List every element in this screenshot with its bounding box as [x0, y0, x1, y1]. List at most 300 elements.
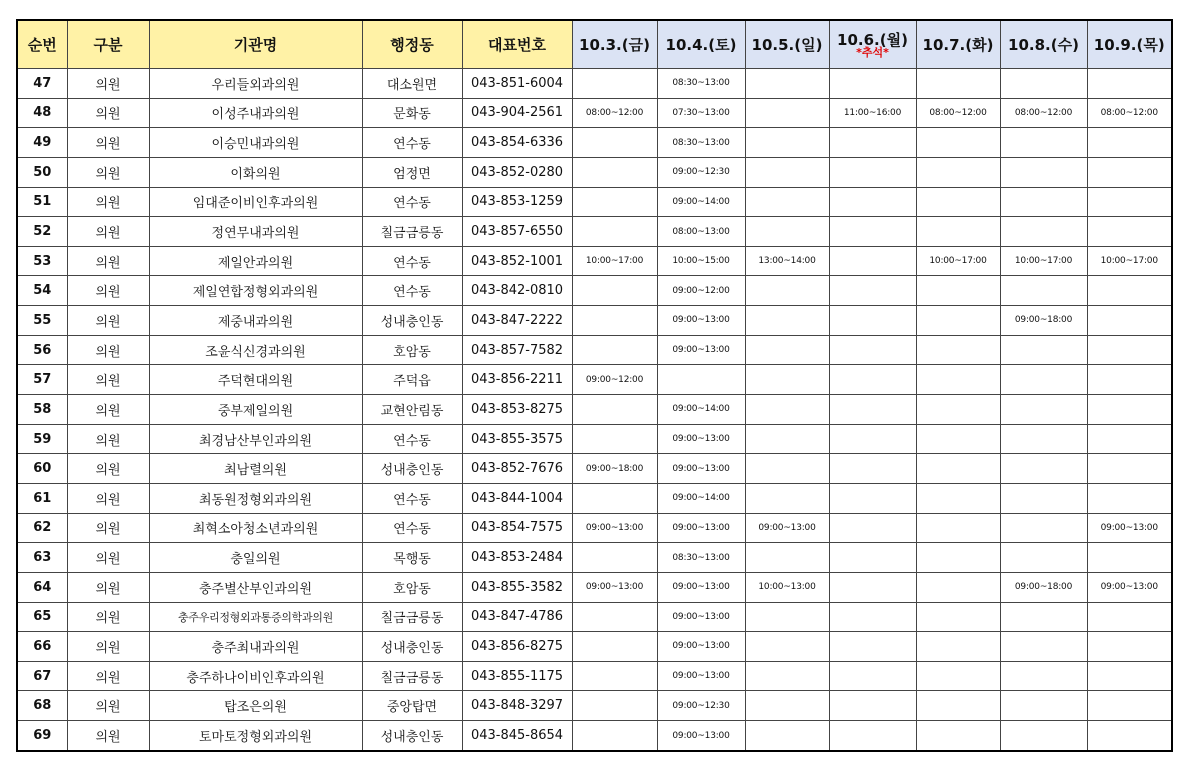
row-phone: 043-844-1004 [462, 483, 572, 513]
row-phone: 043-847-2222 [462, 306, 572, 336]
row-district: 칠금금릉동 [362, 602, 462, 632]
row-hours-day-1 [572, 395, 657, 425]
row-hours-day-1: 09:00~13:00 [572, 572, 657, 602]
row-hours-day-2: 10:00~15:00 [657, 246, 745, 276]
row-hours-day-5 [916, 513, 1000, 543]
row-district: 문화동 [362, 98, 462, 128]
row-hours-day-1 [572, 157, 657, 187]
row-no: 59 [17, 424, 67, 454]
table-row [17, 572, 1172, 602]
holiday-clinic-table [16, 19, 1173, 752]
row-name: 이성주내과의원 [149, 98, 362, 128]
row-hours-day-7 [1087, 691, 1172, 721]
row-no: 69 [17, 721, 67, 751]
row-hours-day-2: 08:30~13:00 [657, 69, 745, 99]
row-hours-day-7 [1087, 128, 1172, 158]
row-no: 63 [17, 543, 67, 573]
row-phone: 043-854-7575 [462, 513, 572, 543]
row-category: 의원 [67, 721, 149, 751]
table-row [17, 69, 1172, 99]
row-category: 의원 [67, 483, 149, 513]
header-no: 순번 [17, 20, 67, 69]
row-hours-day-3: 10:00~13:00 [745, 572, 829, 602]
row-district: 칠금금릉동 [362, 661, 462, 691]
row-hours-day-1 [572, 306, 657, 336]
row-hours-day-3 [745, 157, 829, 187]
row-no: 55 [17, 306, 67, 336]
row-phone: 043-856-2211 [462, 365, 572, 395]
row-no: 64 [17, 572, 67, 602]
table-row [17, 513, 1172, 543]
row-name: 충주최내과의원 [149, 632, 362, 662]
row-hours-day-2: 09:00~12:30 [657, 157, 745, 187]
row-hours-day-3 [745, 543, 829, 573]
row-hours-day-5 [916, 424, 1000, 454]
table-row [17, 424, 1172, 454]
row-hours-day-6 [1000, 69, 1087, 99]
row-phone: 043-853-2484 [462, 543, 572, 573]
row-hours-day-7 [1087, 276, 1172, 306]
row-category: 의원 [67, 217, 149, 247]
row-no: 54 [17, 276, 67, 306]
row-hours-day-1: 09:00~13:00 [572, 513, 657, 543]
row-district: 대소원면 [362, 69, 462, 99]
row-hours-day-1 [572, 424, 657, 454]
row-hours-day-4 [829, 454, 916, 484]
row-name: 탑조은의원 [149, 691, 362, 721]
row-no: 56 [17, 335, 67, 365]
row-hours-day-2: 09:00~13:00 [657, 454, 745, 484]
row-name: 이화의원 [149, 157, 362, 187]
row-hours-day-4: 11:00~16:00 [829, 98, 916, 128]
row-hours-day-6 [1000, 661, 1087, 691]
row-hours-day-1 [572, 69, 657, 99]
row-hours-day-6 [1000, 543, 1087, 573]
row-phone: 043-853-8275 [462, 395, 572, 425]
row-category: 의원 [67, 572, 149, 602]
row-name: 충일의원 [149, 543, 362, 573]
row-hours-day-5 [916, 217, 1000, 247]
table-body [17, 69, 1172, 752]
row-category: 의원 [67, 365, 149, 395]
row-hours-day-6: 10:00~17:00 [1000, 246, 1087, 276]
row-hours-day-3 [745, 335, 829, 365]
row-hours-day-4 [829, 721, 916, 751]
row-hours-day-7 [1087, 454, 1172, 484]
row-category: 의원 [67, 276, 149, 306]
row-phone: 043-842-0810 [462, 276, 572, 306]
row-hours-day-2: 09:00~13:00 [657, 513, 745, 543]
row-district: 성내충인동 [362, 721, 462, 751]
table-row [17, 276, 1172, 306]
row-no: 50 [17, 157, 67, 187]
row-phone: 043-852-1001 [462, 246, 572, 276]
table-row [17, 661, 1172, 691]
row-hours-day-3 [745, 128, 829, 158]
row-hours-day-7 [1087, 602, 1172, 632]
row-hours-day-6 [1000, 217, 1087, 247]
table-row [17, 395, 1172, 425]
row-hours-day-4 [829, 543, 916, 573]
row-hours-day-4 [829, 246, 916, 276]
row-hours-day-6 [1000, 128, 1087, 158]
row-hours-day-2: 09:00~13:00 [657, 632, 745, 662]
row-hours-day-3 [745, 365, 829, 395]
row-hours-day-5 [916, 483, 1000, 513]
row-hours-day-7 [1087, 395, 1172, 425]
header-day-7: 10.9.(목) [1087, 20, 1172, 69]
row-no: 57 [17, 365, 67, 395]
header-day-6: 10.8.(수) [1000, 20, 1087, 69]
row-district: 성내충인동 [362, 306, 462, 336]
row-category: 의원 [67, 335, 149, 365]
row-hours-day-1 [572, 128, 657, 158]
row-hours-day-7: 09:00~13:00 [1087, 572, 1172, 602]
table-row [17, 157, 1172, 187]
row-hours-day-7 [1087, 187, 1172, 217]
header-category: 구분 [67, 20, 149, 69]
row-category: 의원 [67, 632, 149, 662]
row-phone: 043-852-7676 [462, 454, 572, 484]
row-hours-day-4 [829, 365, 916, 395]
row-hours-day-5: 08:00~12:00 [916, 98, 1000, 128]
row-name: 제중내과의원 [149, 306, 362, 336]
row-hours-day-7 [1087, 365, 1172, 395]
row-hours-day-6 [1000, 632, 1087, 662]
row-no: 66 [17, 632, 67, 662]
header-row [17, 20, 1172, 69]
row-name: 최남렬의원 [149, 454, 362, 484]
row-hours-day-3 [745, 424, 829, 454]
row-district: 연수동 [362, 513, 462, 543]
row-phone: 043-848-3297 [462, 691, 572, 721]
row-hours-day-4 [829, 306, 916, 336]
row-no: 65 [17, 602, 67, 632]
row-hours-day-5 [916, 691, 1000, 721]
row-hours-day-6 [1000, 187, 1087, 217]
header-day-5: 10.7.(화) [916, 20, 1000, 69]
header-phone: 대표번호 [462, 20, 572, 69]
row-phone: 043-845-8654 [462, 721, 572, 751]
row-hours-day-7 [1087, 483, 1172, 513]
row-hours-day-3 [745, 98, 829, 128]
row-hours-day-2: 08:00~13:00 [657, 217, 745, 247]
row-category: 의원 [67, 128, 149, 158]
row-hours-day-1: 08:00~12:00 [572, 98, 657, 128]
row-no: 61 [17, 483, 67, 513]
row-hours-day-4 [829, 632, 916, 662]
row-hours-day-4 [829, 335, 916, 365]
row-hours-day-5 [916, 306, 1000, 336]
row-hours-day-4 [829, 513, 916, 543]
row-hours-day-6 [1000, 691, 1087, 721]
holiday-note: *추석* [856, 46, 889, 59]
row-district: 성내충인동 [362, 454, 462, 484]
row-category: 의원 [67, 513, 149, 543]
row-district: 연수동 [362, 246, 462, 276]
row-hours-day-1 [572, 217, 657, 247]
row-no: 62 [17, 513, 67, 543]
row-hours-day-6 [1000, 424, 1087, 454]
row-phone: 043-852-0280 [462, 157, 572, 187]
row-name: 충주하나이비인후과의원 [149, 661, 362, 691]
row-hours-day-7 [1087, 69, 1172, 99]
row-hours-day-1 [572, 721, 657, 751]
row-category: 의원 [67, 395, 149, 425]
row-hours-day-1: 09:00~18:00 [572, 454, 657, 484]
row-no: 60 [17, 454, 67, 484]
row-no: 52 [17, 217, 67, 247]
row-hours-day-7 [1087, 632, 1172, 662]
row-hours-day-2: 09:00~14:00 [657, 483, 745, 513]
table-row [17, 483, 1172, 513]
row-district: 교현안림동 [362, 395, 462, 425]
row-hours-day-7 [1087, 543, 1172, 573]
row-hours-day-4 [829, 157, 916, 187]
row-hours-day-7 [1087, 661, 1172, 691]
row-hours-day-3 [745, 454, 829, 484]
row-hours-day-5 [916, 632, 1000, 662]
row-hours-day-1 [572, 691, 657, 721]
row-district: 호암동 [362, 335, 462, 365]
row-phone: 043-857-6550 [462, 217, 572, 247]
row-phone: 043-854-6336 [462, 128, 572, 158]
table-row [17, 187, 1172, 217]
row-hours-day-6 [1000, 602, 1087, 632]
row-hours-day-7 [1087, 217, 1172, 247]
header-day-4 [829, 20, 916, 69]
row-hours-day-6 [1000, 721, 1087, 751]
row-hours-day-5 [916, 365, 1000, 395]
row-district: 연수동 [362, 276, 462, 306]
header-day-4-label: 10.6.(월) [837, 31, 908, 49]
row-no: 68 [17, 691, 67, 721]
row-phone: 043-853-1259 [462, 187, 572, 217]
row-hours-day-4 [829, 128, 916, 158]
table-row [17, 365, 1172, 395]
row-hours-day-2: 09:00~12:00 [657, 276, 745, 306]
row-hours-day-4 [829, 217, 916, 247]
row-hours-day-6: 09:00~18:00 [1000, 572, 1087, 602]
row-no: 47 [17, 69, 67, 99]
table-row [17, 217, 1172, 247]
row-hours-day-5: 10:00~17:00 [916, 246, 1000, 276]
row-hours-day-1 [572, 335, 657, 365]
row-name: 임대준이비인후과의원 [149, 187, 362, 217]
row-hours-day-6 [1000, 513, 1087, 543]
header-day-1: 10.3.(금) [572, 20, 657, 69]
row-hours-day-3 [745, 276, 829, 306]
table-row [17, 691, 1172, 721]
row-hours-day-3 [745, 602, 829, 632]
row-name: 우리들외과의원 [149, 69, 362, 99]
table-row [17, 543, 1172, 573]
row-no: 49 [17, 128, 67, 158]
row-no: 53 [17, 246, 67, 276]
row-hours-day-6: 08:00~12:00 [1000, 98, 1087, 128]
table-row [17, 246, 1172, 276]
row-hours-day-1 [572, 187, 657, 217]
row-name: 정연무내과의원 [149, 217, 362, 247]
row-hours-day-6: 09:00~18:00 [1000, 306, 1087, 336]
row-category: 의원 [67, 424, 149, 454]
row-hours-day-7 [1087, 306, 1172, 336]
row-name: 최혁소아청소년과의원 [149, 513, 362, 543]
row-hours-day-3 [745, 721, 829, 751]
row-hours-day-7 [1087, 335, 1172, 365]
row-hours-day-4 [829, 187, 916, 217]
row-category: 의원 [67, 157, 149, 187]
row-hours-day-3 [745, 483, 829, 513]
row-hours-day-3 [745, 632, 829, 662]
row-hours-day-6 [1000, 365, 1087, 395]
row-hours-day-3 [745, 691, 829, 721]
row-phone: 043-855-3582 [462, 572, 572, 602]
row-hours-day-5 [916, 602, 1000, 632]
row-hours-day-7: 08:00~12:00 [1087, 98, 1172, 128]
row-category: 의원 [67, 454, 149, 484]
row-district: 연수동 [362, 128, 462, 158]
row-phone: 043-904-2561 [462, 98, 572, 128]
header-name: 기관명 [149, 20, 362, 69]
row-name: 주덕현대의원 [149, 365, 362, 395]
row-hours-day-3: 09:00~13:00 [745, 513, 829, 543]
row-hours-day-1: 09:00~12:00 [572, 365, 657, 395]
row-hours-day-4 [829, 395, 916, 425]
row-hours-day-2: 09:00~12:30 [657, 691, 745, 721]
row-district: 엄정면 [362, 157, 462, 187]
row-hours-day-5 [916, 661, 1000, 691]
row-hours-day-6 [1000, 454, 1087, 484]
row-hours-day-5 [916, 187, 1000, 217]
row-hours-day-1 [572, 661, 657, 691]
row-hours-day-2: 07:30~13:00 [657, 98, 745, 128]
row-no: 58 [17, 395, 67, 425]
row-hours-day-4 [829, 691, 916, 721]
row-hours-day-2: 09:00~13:00 [657, 602, 745, 632]
row-category: 의원 [67, 246, 149, 276]
table-row [17, 306, 1172, 336]
table-row [17, 602, 1172, 632]
row-category: 의원 [67, 98, 149, 128]
row-hours-day-5 [916, 69, 1000, 99]
row-hours-day-1 [572, 276, 657, 306]
row-hours-day-7 [1087, 424, 1172, 454]
row-phone: 043-851-6004 [462, 69, 572, 99]
row-phone: 043-855-3575 [462, 424, 572, 454]
row-category: 의원 [67, 187, 149, 217]
row-district: 칠금금릉동 [362, 217, 462, 247]
row-hours-day-2: 09:00~13:00 [657, 306, 745, 336]
row-hours-day-3 [745, 217, 829, 247]
row-district: 성내충인동 [362, 632, 462, 662]
row-hours-day-3 [745, 187, 829, 217]
row-hours-day-5 [916, 721, 1000, 751]
row-hours-day-3 [745, 306, 829, 336]
row-hours-day-3 [745, 69, 829, 99]
row-hours-day-6 [1000, 276, 1087, 306]
row-hours-day-2: 09:00~13:00 [657, 424, 745, 454]
row-hours-day-2: 08:30~13:00 [657, 128, 745, 158]
row-hours-day-1 [572, 483, 657, 513]
table-row [17, 335, 1172, 365]
table-row [17, 98, 1172, 128]
row-name: 제일안과의원 [149, 246, 362, 276]
table-row [17, 721, 1172, 751]
row-hours-day-1 [572, 632, 657, 662]
row-hours-day-1 [572, 602, 657, 632]
row-hours-day-4 [829, 602, 916, 632]
row-hours-day-3 [745, 661, 829, 691]
row-hours-day-6 [1000, 157, 1087, 187]
row-category: 의원 [67, 661, 149, 691]
row-hours-day-1 [572, 543, 657, 573]
row-district: 연수동 [362, 187, 462, 217]
row-hours-day-2 [657, 365, 745, 395]
row-hours-day-2: 09:00~13:00 [657, 721, 745, 751]
row-hours-day-2: 09:00~13:00 [657, 572, 745, 602]
row-hours-day-6 [1000, 395, 1087, 425]
row-hours-day-1: 10:00~17:00 [572, 246, 657, 276]
header-day-2: 10.4.(토) [657, 20, 745, 69]
row-category: 의원 [67, 69, 149, 99]
row-name: 중부제일의원 [149, 395, 362, 425]
row-name: 충주별산부인과의원 [149, 572, 362, 602]
row-district: 주덕읍 [362, 365, 462, 395]
row-name: 제일연합정형외과의원 [149, 276, 362, 306]
row-hours-day-5 [916, 335, 1000, 365]
row-hours-day-4 [829, 424, 916, 454]
table-row [17, 454, 1172, 484]
row-district: 목행동 [362, 543, 462, 573]
header-day-3: 10.5.(일) [745, 20, 829, 69]
row-no: 51 [17, 187, 67, 217]
row-hours-day-4 [829, 69, 916, 99]
row-hours-day-4 [829, 483, 916, 513]
row-district: 연수동 [362, 483, 462, 513]
row-no: 67 [17, 661, 67, 691]
row-phone: 043-856-8275 [462, 632, 572, 662]
row-hours-day-5 [916, 157, 1000, 187]
row-district: 연수동 [362, 424, 462, 454]
row-hours-day-7 [1087, 157, 1172, 187]
row-district: 중앙탑면 [362, 691, 462, 721]
row-hours-day-2: 08:30~13:00 [657, 543, 745, 573]
row-hours-day-7 [1087, 721, 1172, 751]
row-phone: 043-847-4786 [462, 602, 572, 632]
row-name: 토마토정형외과의원 [149, 721, 362, 751]
row-hours-day-5 [916, 128, 1000, 158]
row-district: 호암동 [362, 572, 462, 602]
row-category: 의원 [67, 691, 149, 721]
row-hours-day-7: 10:00~17:00 [1087, 246, 1172, 276]
row-hours-day-2: 09:00~13:00 [657, 661, 745, 691]
row-hours-day-5 [916, 276, 1000, 306]
header-district: 행정동 [362, 20, 462, 69]
table-row [17, 128, 1172, 158]
row-hours-day-5 [916, 543, 1000, 573]
row-hours-day-4 [829, 572, 916, 602]
row-hours-day-2: 09:00~14:00 [657, 187, 745, 217]
row-category: 의원 [67, 602, 149, 632]
row-hours-day-3 [745, 395, 829, 425]
table-row [17, 632, 1172, 662]
row-hours-day-5 [916, 454, 1000, 484]
row-hours-day-3: 13:00~14:00 [745, 246, 829, 276]
row-hours-day-5 [916, 395, 1000, 425]
row-name: 이승민내과의원 [149, 128, 362, 158]
row-hours-day-4 [829, 276, 916, 306]
